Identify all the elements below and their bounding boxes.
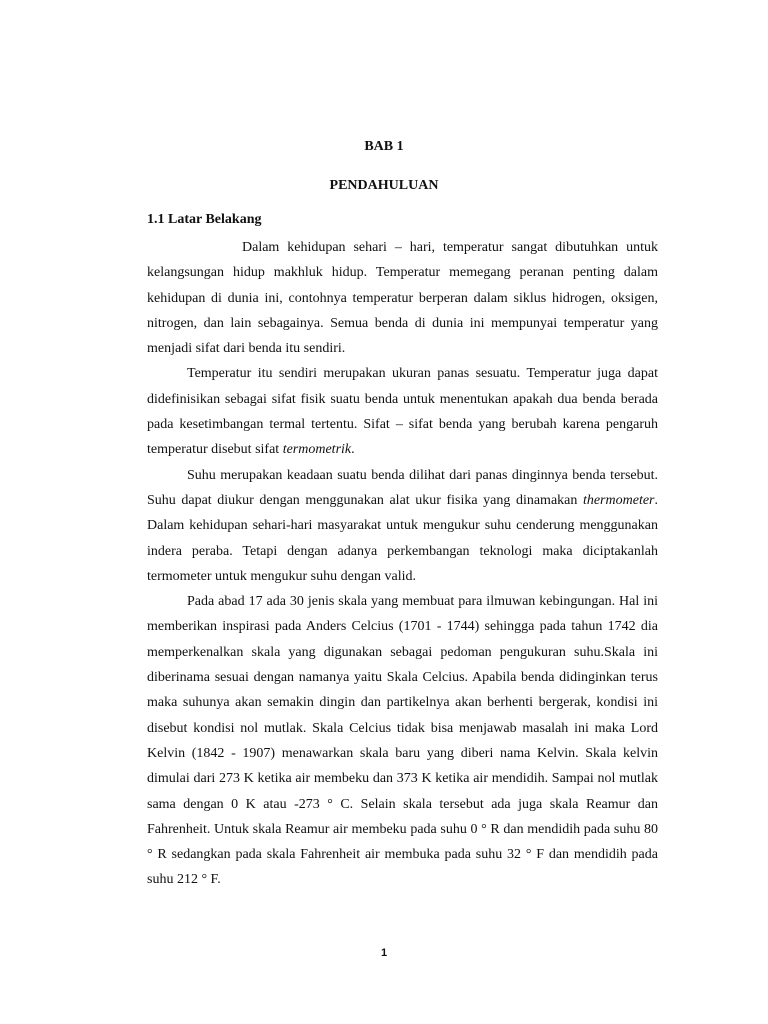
section-heading: 1.1 Latar Belakang [147, 212, 262, 227]
paragraph-4: Pada abad 17 ada 30 jenis skala yang membuat para ilmuwan kebingungan. Hal ini memberikan inspirasi pada Anders Celcius (1701 - 1744) sehingga pada tahun 1742 dia memperkenalkan skala yang digunakan sebagai pedoman pengukuran suhu.Skala ini diberinama sesuai dengan namanya yaitu Skala Celcius. Apabila benda didinginkan terus maka suhunya akan semakin dingin dan partikelnya akan berhenti bergerak, kondisi ini disebut kondisi nol mutlak. Skala Celcius tidak bisa menjawab masalah ini maka Lord Kelvin (1842 - 1907) menawarkan skala baru yang diberi nama Kelvin. Skala kelvin dimulai dari 273 K ketika air membeku dan 373 K ketika air mendidih. Sampai nol mutlak sama dengan 0 K atau -273 ° C. Selain skala tersebut ada juga skala Reamur dan Fahrenheit. Untuk skala Reamur air membeku pada suhu 0 ° R dan mendidih pada suhu 80 ° R sedangkan pada skala Fahrenheit air membuka pada suhu 32 ° F dan mendidih pada suhu 212 ° F. [147, 594, 658, 888]
paragraph-3-italic-term: thermometer [582, 492, 655, 508]
chapter-number: BAB 1 [364, 139, 404, 154]
paragraph-2-text: Temperatur itu sendiri merupakan ukuran panas sesuatu. Temperatur juga dapat didefinisikan sebagai sifat fisik suatu benda untuk menentukan apakah dua benda berada pada kesetimbangan termal tertentu. Sifat – sifat benda yang berubah karena pengaruh temperatur disebut sifat [147, 366, 658, 458]
paragraph-3-end: . Dalam kehidupan sehari-hari masyarakat untuk mengukur suhu cenderung menggunakan indera peraba. Tetapi dengan adanya perkembangan teknologi maka diciptakanlah termometer untuk mengukur suhu dengan valid. [147, 492, 658, 584]
paragraph-3 [147, 463, 658, 589]
paragraph-1: Dalam kehidupan sehari – hari, temperatur sangat dibutuhkan untuk kelangsungan hidup makhluk hidup. Temperatur memegang peranan penting dalam kehidupan di dunia ini, contohnya temperatur berperan dalam siklus hidrogen, oksigen, nitrogen, dan lain sebagainya. Semua benda di dunia ini mempunyai temperatur yang menjadi sifat dari benda itu sendiri. [147, 240, 658, 357]
page-number: 1 [380, 947, 388, 959]
paragraph-2-italic-term: termometrik [282, 442, 352, 458]
paragraph-2 [147, 361, 658, 462]
paragraph-2-end: . [351, 442, 355, 458]
paragraph-3-text: Suhu merupakan keadaan suatu benda dilihat dari panas dinginnya benda tersebut. Suhu dapat diukur dengan menggunakan alat ukur fisika yang dinamakan [147, 467, 658, 508]
chapter-title: PENDAHULUAN [329, 178, 439, 193]
body-text [147, 235, 658, 893]
